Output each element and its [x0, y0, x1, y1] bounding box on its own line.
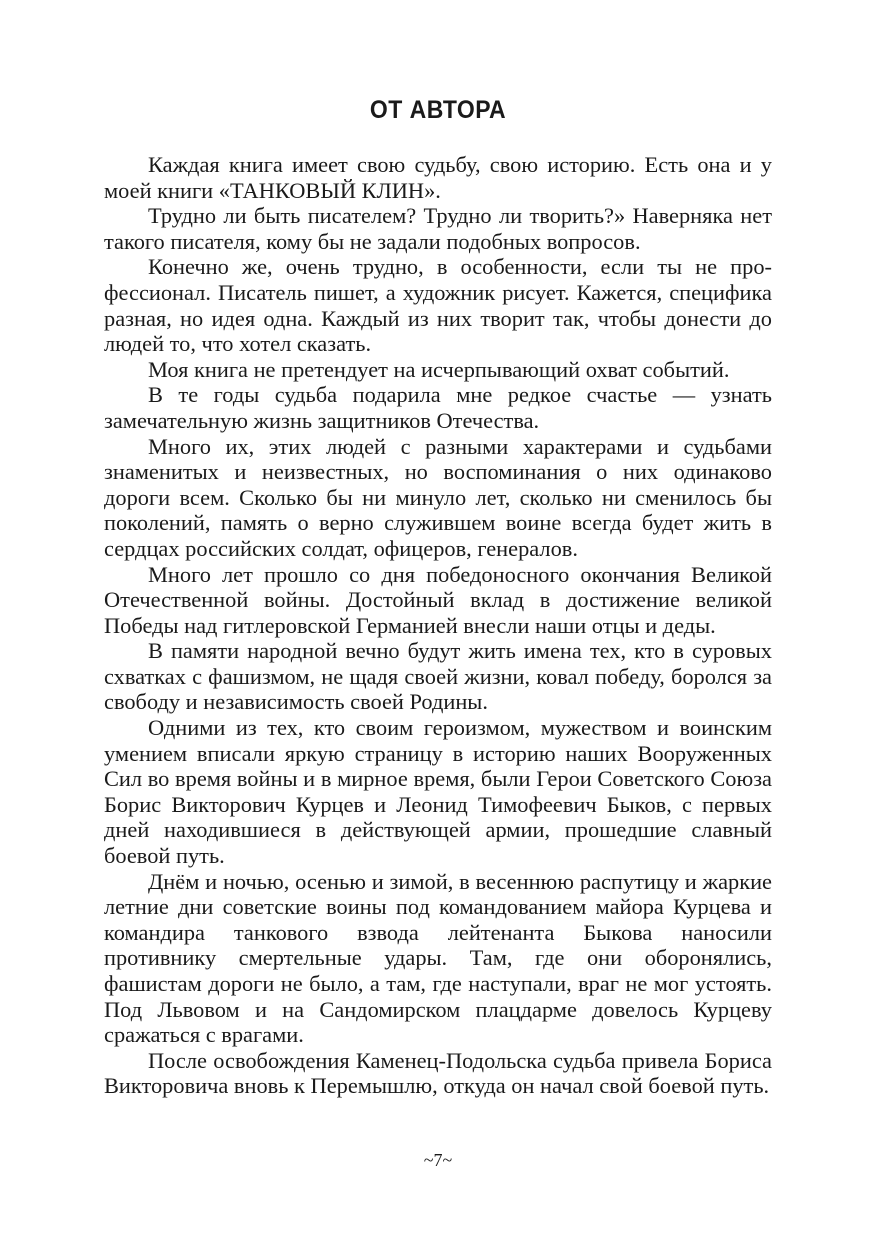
body-text: [104, 152, 772, 1099]
page-title: ОТ АВТОРА: [369, 96, 507, 124]
paragraph: Трудно ли быть писателем? Трудно ли творить?» Наверняка нет такого писателя, кому бы не задали подобных вопросов.: [104, 203, 772, 254]
page-number: ~7~: [423, 1150, 453, 1170]
paragraph: Каждая книга имеет свою судьбу, свою историю. Есть она и у моей книги «ТАНКОВЫЙ КЛИН».: [104, 152, 772, 203]
paragraph: Одними из тех, кто своим героизмом, мужеством и воинским умением вписали яркую страницу в историю наших Вооруженных Сил во время войны и в мирное время, были Герои Советского Союза Борис Викторович Курцев и Леонид Тимофеевич Быков, с первых дней находившиеся в действующей армии, прошедшие славный боевой путь.: [104, 715, 772, 869]
paragraph: Днём и ночью, осенью и зимой, в весеннюю распутицу и жаркие летние дни советские воины под командованием майора Курцева и командира танкового взвода лейтенанта Быкова наносили противнику смертельные удары. Там, где они оборонялись, фашистам дороги не было, а там, где наступали, враг не мог устоять. Под Львовом и на Сандомирском плацдарме довелось Курцеву сражаться с врагами.: [104, 868, 772, 1048]
paragraph: Много их, этих людей с разными характерами и судьбами знаменитых и неизвестных, но воспоминания о них одинаково дороги всем. Сколько бы ни минуло лет, сколько ни сменилось бы поколений, память о верно служившем воине всегда будет жить в сердцах российских солдат, офицеров, генералов.: [104, 433, 772, 561]
paragraph: Моя книга не претендует на исчерпывающий охват событий.: [148, 356, 730, 382]
paragraph: После освобождения Каменец-Подольска судьба привела Бориса Викторовича вновь к Перемышлю, откуда он начал свой боевой путь.: [104, 1047, 772, 1099]
paragraph: Конечно же, очень трудно, в особенности, если ты не профессионал. Писатель пишет, а художник рисует. Кажется, специфика разная, но идея одна. Каждый из них творит так, чтобы донести до людей то, что хотел сказать.: [104, 254, 772, 357]
paragraph: Много лет прошло со дня победоносного окончания Великой Отечественной войны. Достойный вклад в достижение великой Победы над гитлеровской Германией внесли наши отцы и деды.: [104, 561, 772, 638]
paragraph: В те годы судьба подарила мне редкое счастье — узнать замечательную жизнь защитников Отечества.: [104, 382, 772, 433]
paragraph: В памяти народной вечно будут жить имена тех, кто в суровых схватках с фашизмом, не щадя своей жизни, ковал победу, боролся за свободу и независимость своей Родины.: [104, 638, 772, 715]
